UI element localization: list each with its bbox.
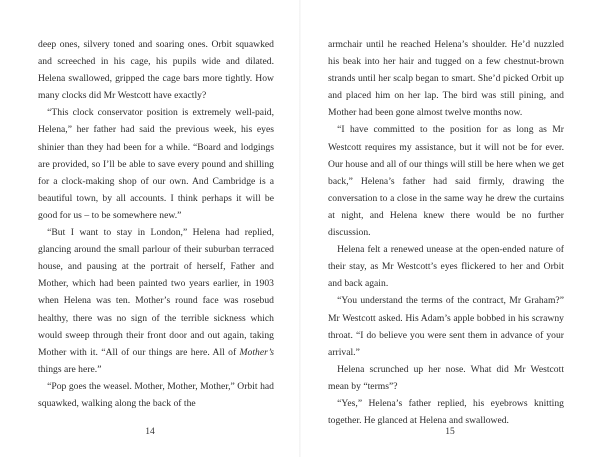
emphasis-text: Mother’s [239, 346, 274, 358]
paragraph: “Pop goes the weasel. Mother, Mother, Mother,” Orbit had squawked, walking along the back of the [38, 380, 274, 409]
paragraph-text-end: things are here.” [38, 363, 102, 375]
paragraph: deep ones, silvery toned and soaring ones. Orbit squawked and screeched in his cage, his pupils wide and dilated. Helena swallowed, gripped the cage bars more tightly. How many clocks did Mr Westcott have exactly? [38, 39, 274, 102]
left-page-text [38, 36, 274, 412]
right-page [300, 0, 600, 457]
page-number-right: 15 [445, 427, 455, 437]
paragraph: Helena scrunched up her nose. What did Mr Westcott mean by “terms”? [328, 363, 564, 392]
right-page-text [328, 36, 564, 429]
page-number-left: 14 [145, 427, 155, 437]
paragraph-text: “But I want to stay in London,” Helena had replied, glancing around the small parlour of their suburban terraced house, and pausing at the portrait of herself, Father and Mother, which had been painted two years earlier, in 1903 when Helena was ten. Mother’s round face was rosebud healthy, there was no sign of the terrible sickness which would sweep through their front door and out again, taking Mother with it. “All of our things are here. All of [38, 227, 274, 358]
paragraph [38, 224, 274, 378]
paragraph: “This clock conservator position is extremely well-paid, Helena,” her father had said the previous week, his eyes shinier than they had been for a while. “Board and lodgings are provided, so I’ll be able to save every pound and shilling for a clock-making shop of our own. And Cambridge is a beautiful town, by all accounts. I think perhaps it will be good for us – to be somewhere new.” [38, 107, 274, 221]
paragraph: “Yes,” Helena’s father replied, his eyebrows knitting together. He glanced at Helena and swallowed. [328, 397, 564, 427]
paragraph: Helena felt a renewed unease at the open-ended nature of their stay, as Mr Westcott’s eyes flickered to her and Orbit and back again. [328, 244, 564, 290]
paragraph: “You understand the terms of the contract, Mr Graham?” Mr Westcott asked. His Adam’s apple bobbed in his scrawny throat. “I do believe you were sent them in advance of your arrival.” [328, 295, 564, 358]
paragraph: “I have committed to the position for as long as Mr Westcott requires my assistance, but it will not be for ever. Our house and all of our things will still be here when we get back,” Helena’s father had said firmly, drawing the conversation to a close in the same way he drew the curtains at night, and Helena knew there would be no further discussion. [328, 124, 564, 239]
paragraph: armchair until he reached Helena’s shoulder. He’d nuzzled his beak into her hair and tugged on a few chestnut-brown strands until her scalp began to smart. She’d picked Orbit up and placed him on her lap. The bird was still pining, and Mother had been gone almost twelve months now. [328, 39, 564, 119]
